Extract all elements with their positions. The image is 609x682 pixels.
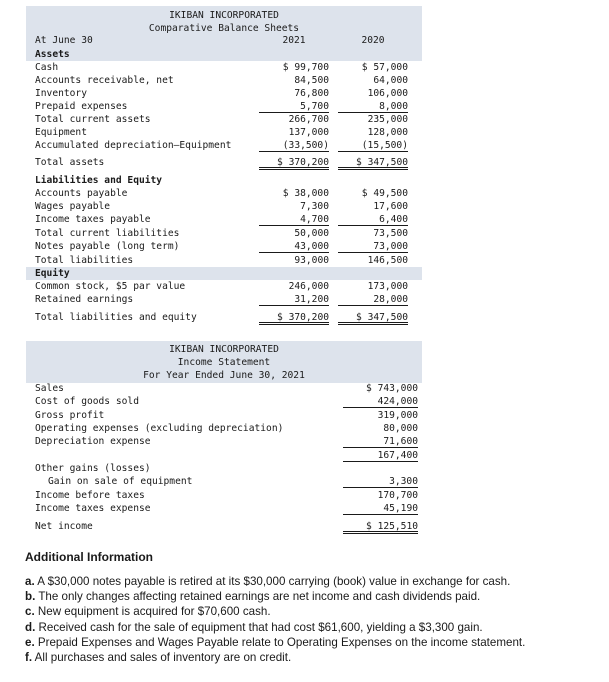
bs-total-assets-label: Total assets — [35, 157, 105, 168]
bs-tle-2021: $ 370,200 — [259, 311, 329, 325]
bs-np-label: Notes payable (long term) — [35, 241, 180, 252]
bs-row-total-liab-equity — [26, 311, 422, 324]
is-taxes-value: 45,190 — [343, 502, 418, 515]
bs-itp-2021: 4,700 — [259, 213, 329, 226]
bs-wages-label: Wages payable — [35, 201, 111, 212]
bs-ar-label: Accounts receivable, net — [35, 75, 174, 86]
bs-assets-heading-row — [26, 48, 422, 61]
bs-row-prepaid — [26, 100, 422, 113]
bs-itp-label: Income taxes payable — [35, 214, 151, 225]
item-text: All purchases and sales of inventory are on credit. — [32, 651, 292, 665]
bs-prepaid-2020: 8,000 — [338, 100, 408, 113]
bs-total-assets-2020: $ 347,500 — [338, 156, 408, 170]
bs-re-label: Retained earnings — [35, 294, 134, 305]
bs-tca-2021: 266,700 — [288, 114, 329, 125]
bs-date-label: At June 30 — [35, 35, 93, 46]
bs-equity-heading: Equity — [35, 268, 70, 279]
is-row-sales — [26, 382, 422, 395]
bs-liab-heading-row — [26, 174, 422, 187]
is-row-opex — [26, 422, 422, 435]
is-net-income-value: $ 125,510 — [343, 520, 418, 534]
bs-inventory-2021: 76,800 — [294, 88, 329, 99]
bs-equipment-2021: 137,000 — [288, 127, 329, 138]
is-gain-sale-value: 3,300 — [343, 475, 418, 488]
item-text: The only changes affecting retained earnings are net income and cash dividends paid. — [35, 590, 481, 604]
bs-row-total-current-assets — [26, 113, 422, 126]
bs-tl-2020: 146,500 — [367, 255, 408, 266]
is-opex-label: Operating expenses (excluding depreciation) — [35, 423, 284, 434]
bs-accum-dep-2021: (33,500) — [259, 139, 329, 152]
bs-row-inventory — [26, 87, 422, 100]
item-letter: f. — [25, 651, 33, 665]
bs-ar-2020: 64,000 — [373, 75, 408, 86]
bs-accum-dep-label: Accumulated depreciation—Equipment — [35, 140, 232, 151]
is-cogs-value: 424,000 — [343, 395, 418, 408]
bs-cash-2021: $ 99,700 — [282, 62, 329, 73]
bs-total-assets-2021: $ 370,200 — [259, 156, 329, 170]
is-other-gains-label: Other gains (losses) — [35, 463, 151, 474]
item-text: Prepaid Expenses and Wages Payable relate to Operating Expenses on the income statement. — [34, 635, 526, 649]
bs-tcl-label: Total current liabilities — [35, 228, 180, 239]
is-row-gross-profit — [26, 409, 422, 422]
is-row-depreciation — [26, 435, 422, 448]
is-gross-profit-label: Gross profit — [35, 410, 105, 421]
bs-wages-2021: 7,300 — [300, 201, 329, 212]
is-sales-label: Sales — [35, 383, 64, 394]
bs-prepaid-2021: 5,700 — [259, 100, 329, 113]
bs-assets-heading: Assets — [35, 49, 70, 60]
bs-inventory-2020: 106,000 — [367, 88, 408, 99]
bs-cs-2020: 173,000 — [367, 281, 408, 292]
is-opex-value: 80,000 — [383, 423, 418, 434]
is-sales-value: $ 743,000 — [366, 383, 418, 394]
bs-tle-label: Total liabilities and equity — [35, 312, 197, 323]
bs-row-common-stock — [26, 280, 422, 293]
balance-sheet — [26, 6, 422, 324]
additional-info-item-a — [25, 574, 605, 589]
is-gain-sale-label: Gain on sale of equipment — [48, 476, 193, 487]
is-company-name: IKIBAN INCORPORATED — [169, 344, 279, 355]
bs-equity-heading-row — [26, 267, 422, 280]
bs-equipment-2020: 128,000 — [367, 127, 408, 138]
bs-cs-label: Common stock, $5 par value — [35, 281, 186, 292]
bs-cs-2021: 246,000 — [288, 281, 329, 292]
bs-np-2020: 73,000 — [338, 240, 408, 253]
bs-tca-label: Total current assets — [35, 114, 151, 125]
additional-info-item-d — [25, 620, 605, 635]
bs-row-cash — [26, 61, 422, 74]
is-period: For Year Ended June 30, 2021 — [143, 370, 305, 381]
item-letter: c. — [25, 605, 35, 619]
bs-row-equipment — [26, 126, 422, 139]
bs-tl-label: Total liabilities — [35, 255, 134, 266]
bs-row-wages — [26, 200, 422, 213]
additional-info-item-c — [25, 604, 605, 619]
is-row-other-gains — [26, 462, 422, 475]
bs-title: Comparative Balance Sheets — [148, 23, 300, 34]
is-row-subtotal — [26, 449, 422, 462]
is-subtotal-value: 167,400 — [343, 449, 418, 462]
bs-prepaid-label: Prepaid expenses — [35, 101, 128, 112]
is-net-income-label: Net income — [35, 521, 93, 532]
additional-information — [25, 550, 605, 665]
is-title: Income Statement — [177, 357, 271, 368]
is-cogs-label: Cost of goods sold — [35, 396, 139, 407]
item-letter: e. — [25, 635, 35, 649]
bs-ar-2021: 84,500 — [294, 75, 329, 86]
bs-accum-dep-2020: (15,500) — [338, 139, 408, 152]
bs-equipment-label: Equipment — [35, 127, 87, 138]
additional-info-item-e — [25, 635, 605, 650]
additional-info-item-b — [25, 589, 605, 604]
bs-inventory-label: Inventory — [35, 88, 87, 99]
is-row-cogs — [26, 395, 422, 408]
bs-cash-2020: $ 57,000 — [361, 62, 408, 73]
bs-year-2021: 2021 — [282, 35, 306, 46]
bs-re-2020: 28,000 — [338, 293, 408, 306]
is-row-net-income — [26, 520, 422, 533]
bs-cash-label: Cash — [35, 62, 59, 73]
bs-row-ar — [26, 74, 422, 87]
bs-row-total-liab — [26, 254, 422, 267]
item-letter: a. — [25, 575, 35, 588]
is-ibt-label: Income before taxes — [35, 490, 145, 501]
bs-year-2020: 2020 — [361, 35, 385, 46]
is-gross-profit-value: 319,000 — [377, 410, 418, 421]
item-text: A $30,000 notes payable is retired at its $30,000 carrying (book) value in exchange for cash. — [34, 575, 511, 588]
bs-ap-label: Accounts payable — [35, 188, 128, 199]
bs-row-notes-payable — [26, 240, 422, 253]
is-depreciation-label: Depreciation expense — [35, 436, 151, 447]
is-row-gain-sale — [26, 475, 422, 488]
bs-row-total-current-liab — [26, 227, 422, 240]
bs-company-name: IKIBAN INCORPORATED — [169, 10, 279, 21]
bs-row-accum-dep — [26, 139, 422, 152]
bs-liab-heading: Liabilities and Equity — [35, 175, 163, 186]
bs-re-2021: 31,200 — [259, 293, 329, 306]
bs-row-ap — [26, 187, 422, 200]
bs-tl-2021: 93,000 — [294, 255, 329, 266]
bs-wages-2020: 17,600 — [373, 201, 408, 212]
bs-ap-2020: $ 49,500 — [361, 188, 408, 199]
bs-tcl-2020: 73,500 — [373, 228, 408, 239]
item-text: New equipment is acquired for $70,600 cash. — [34, 605, 271, 619]
additional-info-item-f — [25, 650, 605, 665]
item-letter: d. — [25, 620, 36, 634]
bs-row-income-tax-payable — [26, 213, 422, 226]
bs-np-2021: 43,000 — [259, 240, 329, 253]
additional-info-heading: Additional Information — [25, 550, 153, 564]
bs-itp-2020: 6,400 — [338, 213, 408, 226]
item-text: Received cash for the sale of equipment that had cost $61,600, yielding a $3,300 gain. — [35, 620, 483, 634]
is-row-income-taxes — [26, 502, 422, 515]
bs-tca-2020: 235,000 — [367, 114, 408, 125]
is-ibt-value: 170,700 — [377, 490, 418, 501]
bs-tcl-2021: 50,000 — [294, 228, 329, 239]
is-taxes-label: Income taxes expense — [35, 503, 151, 514]
income-statement — [26, 341, 422, 541]
bs-date-row — [26, 34, 422, 47]
item-letter: b. — [25, 590, 36, 604]
bs-row-retained-earnings — [26, 293, 422, 306]
is-depreciation-value: 71,600 — [343, 435, 418, 448]
bs-row-total-assets — [26, 156, 422, 169]
bs-ap-2021: $ 38,000 — [282, 188, 329, 199]
bs-tle-2020: $ 347,500 — [338, 311, 408, 325]
is-row-income-before-taxes — [26, 489, 422, 502]
